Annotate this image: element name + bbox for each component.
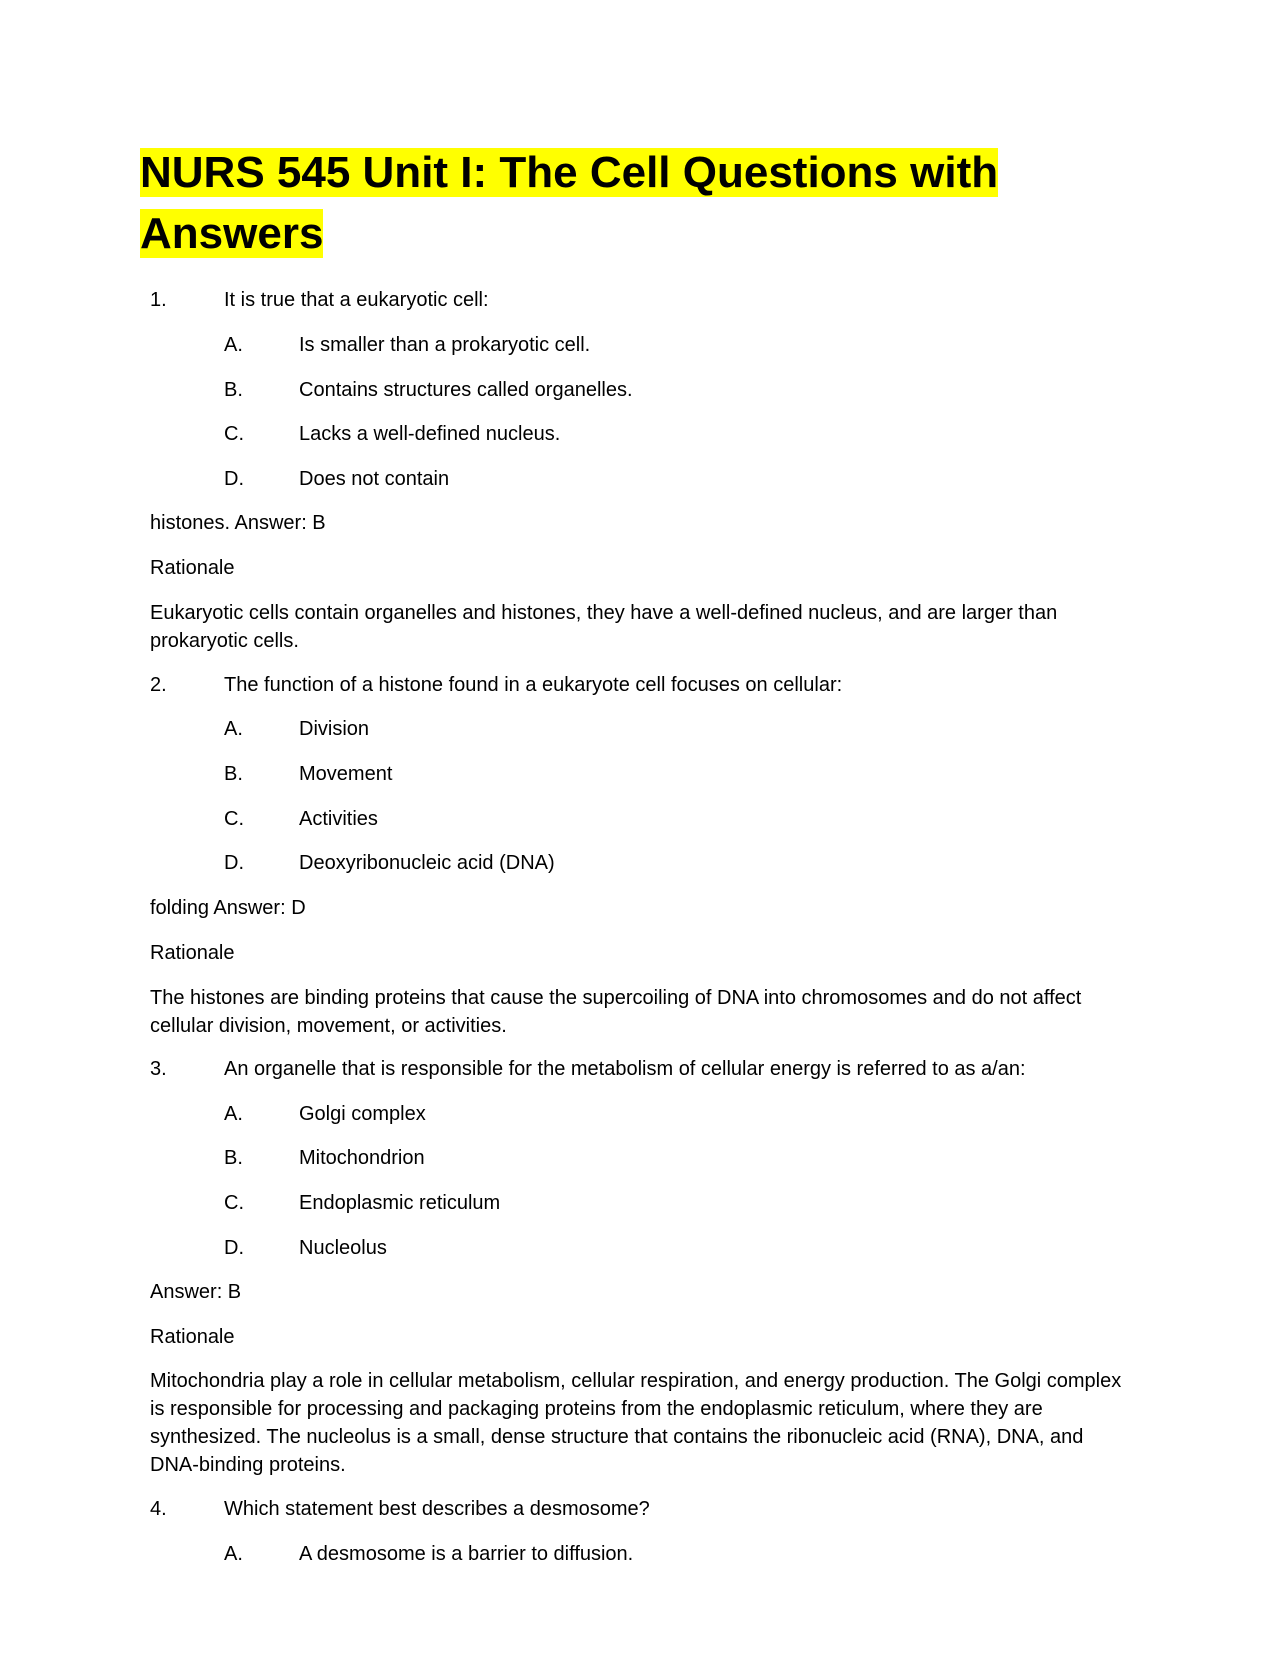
option-text: Lacks a well-defined nucleus. xyxy=(299,423,561,445)
option-text: Nucleolus xyxy=(299,1237,387,1259)
option-text: A desmosome is a barrier to diffusion. xyxy=(299,1543,634,1565)
option-text: Deoxyribonucleic acid (DNA) xyxy=(299,852,555,874)
rationale-label: Rationale xyxy=(150,557,235,579)
document-title xyxy=(140,142,1040,264)
question-number: 1. xyxy=(150,289,167,311)
option-text: Is smaller than a prokaryotic cell. xyxy=(299,334,591,356)
option-letter: A. xyxy=(224,718,243,740)
question-text: It is true that a eukaryotic cell: xyxy=(224,289,489,311)
question-text: Which statement best describes a desmosome? xyxy=(224,1498,650,1520)
option-letter: B. xyxy=(224,763,243,785)
answer-line: histones. Answer: B xyxy=(150,512,326,534)
option-text: Division xyxy=(299,718,370,740)
option-text: Golgi complex xyxy=(299,1103,426,1125)
option-letter: C. xyxy=(224,423,244,445)
title-line-2: Answers xyxy=(140,209,324,258)
option-text: Does not contain xyxy=(299,468,450,490)
rationale-text: Eukaryotic cells contain organelles and histones, they have a well-defined nucleus, and are larger than prokaryotic cells. xyxy=(150,602,1058,652)
option-text: Contains structures called organelles. xyxy=(299,379,633,401)
option-letter: A. xyxy=(224,1103,243,1125)
option-text: Activities xyxy=(299,808,378,830)
rationale-text: The histones are binding proteins that cause the supercoiling of DNA into chromosomes and do not affect cellular division, movement, or activities. xyxy=(150,987,1082,1037)
answer-line: Answer: B xyxy=(150,1281,242,1303)
option-letter: D. xyxy=(224,852,244,874)
option-text: Movement xyxy=(299,763,393,785)
option-text: Endoplasmic reticulum xyxy=(299,1192,501,1214)
option-letter: C. xyxy=(224,808,244,830)
question-number: 2. xyxy=(150,674,167,696)
option-letter: B. xyxy=(224,1147,243,1169)
question-text: The function of a histone found in a eukaryote cell focuses on cellular: xyxy=(224,674,843,696)
title-line-1: NURS 545 Unit I: The Cell Questions with xyxy=(140,148,999,197)
option-letter: A. xyxy=(224,1543,243,1565)
rationale-label: Rationale xyxy=(150,942,235,964)
option-text: Mitochondrion xyxy=(299,1147,425,1169)
option-letter: A. xyxy=(224,334,243,356)
option-letter: C. xyxy=(224,1192,244,1214)
rationale-text: Mitochondria play a role in cellular metabolism, cellular respiration, and energy production. The Golgi complex is responsible for processing and packaging proteins from the endoplasmic reticulum, where they are synthesized. The nucleolus is a small, dense structure that contains the ribonucleic acid (RNA), DNA, and DNA-binding proteins. xyxy=(150,1370,1122,1476)
option-letter: D. xyxy=(224,1237,244,1259)
question-number: 4. xyxy=(150,1498,167,1520)
option-letter: D. xyxy=(224,468,244,490)
question-number: 3. xyxy=(150,1058,167,1080)
answer-line: folding Answer: D xyxy=(150,897,306,919)
question-text: An organelle that is responsible for the metabolism of cellular energy is referred to as a/an: xyxy=(224,1058,1026,1080)
rationale-label: Rationale xyxy=(150,1326,235,1348)
option-letter: B. xyxy=(224,379,243,401)
